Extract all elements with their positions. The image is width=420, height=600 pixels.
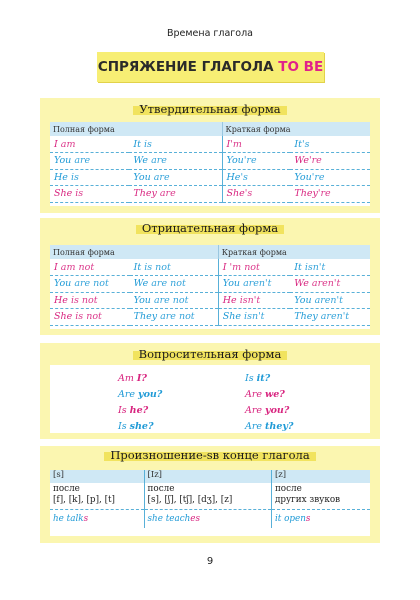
- example: she teaches: [144, 509, 271, 528]
- conjugation-cell: We are: [129, 153, 222, 170]
- pronunciation-table: [50, 470, 370, 528]
- conjugation-cell: They are not: [130, 309, 219, 326]
- conjugation-cell: He is not: [50, 292, 130, 309]
- conjugation-cell: You're: [290, 169, 370, 186]
- negative-table: [50, 245, 370, 326]
- question-item: Are we?: [245, 389, 285, 400]
- page-number: 9: [206, 556, 214, 567]
- rule-sounds: [f], [k], [p], [t]: [50, 495, 144, 509]
- conjugation-cell: You are: [50, 153, 129, 170]
- table-row: [50, 276, 370, 293]
- affirmative-table: [50, 122, 370, 203]
- affirmative-panel: [50, 122, 370, 206]
- conjugation-cell: I am not: [50, 259, 130, 276]
- interrogative-heading: Вопросительная форма: [40, 347, 380, 361]
- rule-line: после: [144, 483, 271, 495]
- full-form-label: Полная форма: [50, 245, 218, 259]
- question-item: Are you?: [245, 405, 290, 416]
- question-item: Is she?: [118, 421, 154, 432]
- question-item: Is it?: [245, 373, 271, 384]
- sound-header: [s]: [50, 470, 144, 483]
- full-form-label: Полная форма: [50, 122, 222, 136]
- question-row: [50, 373, 370, 389]
- pronunciation-heading: Произношение-sв конце глагола: [40, 448, 380, 462]
- conjugation-cell: It is: [129, 136, 222, 153]
- conjugation-cell: You are not: [130, 292, 219, 309]
- table-row: [50, 309, 370, 326]
- question-row: [50, 389, 370, 405]
- conjugation-cell: You're: [222, 153, 290, 170]
- running-head: Времена глагола: [166, 28, 254, 39]
- sound-header: [z]: [271, 470, 370, 483]
- table-row: [50, 136, 370, 153]
- conjugation-cell: He isn't: [218, 292, 290, 309]
- title-prefix: СПРЯЖЕНИЕ ГЛАГОЛА: [97, 59, 274, 75]
- question-row: [50, 405, 370, 421]
- table-row: [50, 292, 370, 309]
- short-form-label: Краткая форма: [218, 245, 370, 259]
- conjugation-cell: It is not: [130, 259, 219, 276]
- affirmative-heading: Утвердительная форма: [40, 102, 380, 116]
- example: it opens: [271, 509, 370, 528]
- affirmative-section: [40, 98, 380, 213]
- table-row: [50, 259, 370, 276]
- conjugation-cell: You are not: [50, 276, 130, 293]
- interrogative-list: [50, 373, 370, 437]
- conjugation-cell: We aren't: [290, 276, 370, 293]
- conjugation-cell: It isn't: [290, 259, 370, 276]
- conjugation-cell: They are: [129, 186, 222, 203]
- conjugation-cell: They aren't: [290, 309, 370, 326]
- conjugation-cell: It's: [290, 136, 370, 153]
- example: he talks: [53, 513, 89, 524]
- title-accent: TO BE: [278, 59, 324, 75]
- table-row: [50, 186, 370, 203]
- table-row: [50, 169, 370, 186]
- conjugation-cell: You aren't: [218, 276, 290, 293]
- rule-line: после: [53, 484, 80, 494]
- table-row: [50, 153, 370, 170]
- interrogative-section: [40, 343, 380, 439]
- question-row: [50, 421, 370, 437]
- conjugation-cell: He's: [222, 169, 290, 186]
- short-form-label: Краткая форма: [222, 122, 370, 136]
- question-item: Are they?: [245, 421, 294, 432]
- conjugation-cell: They're: [290, 186, 370, 203]
- conjugation-cell: We're: [290, 153, 370, 170]
- conjugation-cell: I'm: [222, 136, 290, 153]
- negative-heading: Отрицательная форма: [40, 221, 380, 235]
- conjugation-cell: She is: [50, 186, 129, 203]
- sound-header: [Iz]: [144, 470, 271, 483]
- rule-line: после: [271, 483, 370, 495]
- conjugation-cell: I am: [50, 136, 129, 153]
- conjugation-cell: She is not: [50, 309, 130, 326]
- negative-section: [40, 218, 380, 335]
- conjugation-cell: She isn't: [218, 309, 290, 326]
- conjugation-cell: You are: [129, 169, 222, 186]
- pronunciation-panel: [50, 470, 370, 536]
- conjugation-cell: She's: [222, 186, 290, 203]
- question-item: Are you?: [118, 389, 163, 400]
- rule-sounds: [s], [ʃ], [tʃ], [dʒ], [z]: [144, 495, 271, 509]
- pronunciation-section: [40, 446, 380, 543]
- conjugation-cell: You aren't: [290, 292, 370, 309]
- conjugation-cell: We are not: [130, 276, 219, 293]
- negative-panel: [50, 245, 370, 329]
- rule-sounds: других звуков: [271, 495, 370, 509]
- question-item: Am I?: [118, 373, 147, 384]
- page-title: [97, 52, 324, 82]
- conjugation-cell: He is: [50, 169, 129, 186]
- question-item: Is he?: [118, 405, 149, 416]
- interrogative-panel: [50, 365, 370, 433]
- conjugation-cell: I 'm not: [218, 259, 290, 276]
